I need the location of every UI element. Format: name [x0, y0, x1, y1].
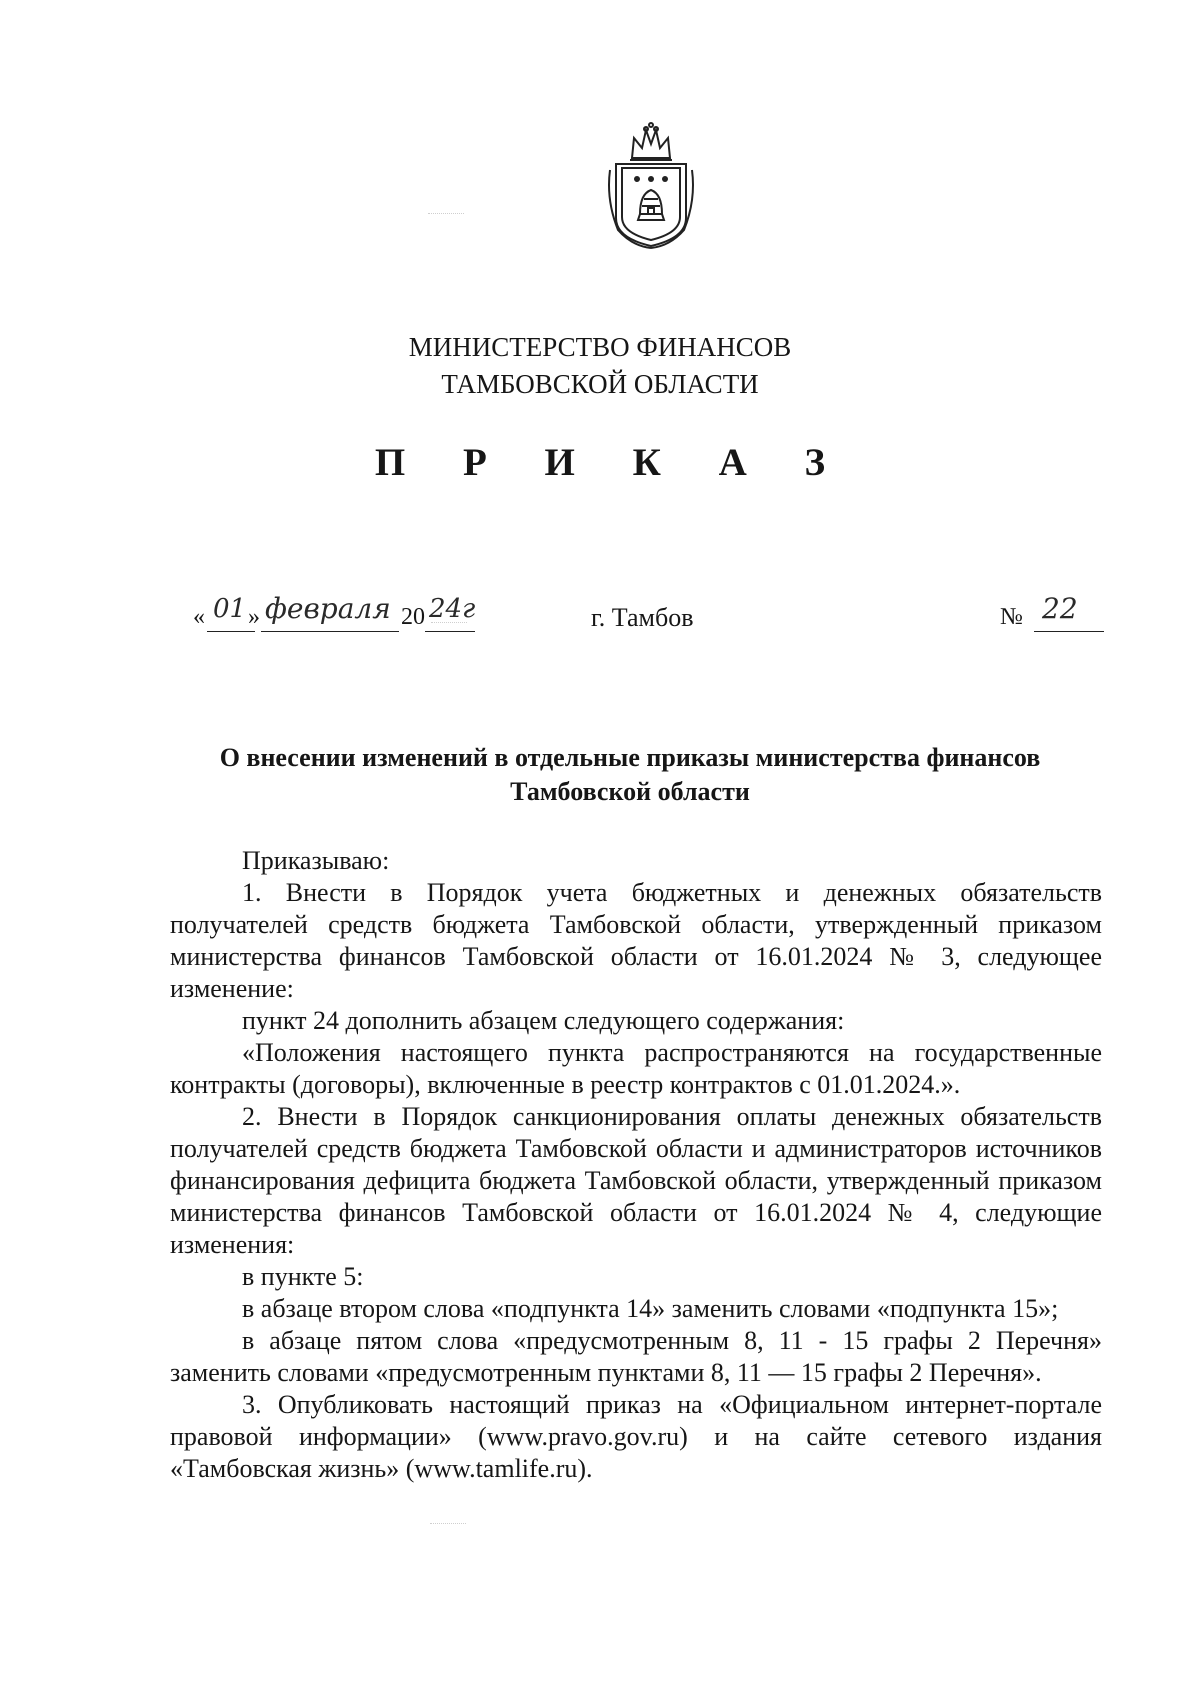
ministry-name-line2: ТАМБОВСКОЙ ОБЛАСТИ: [441, 369, 759, 399]
date-quote-open: «: [193, 604, 205, 630]
date-month-underline: [261, 631, 399, 632]
body-paragraph-item1-instruction: пункт 24 дополнить абзацем следующего содержания:: [242, 1006, 845, 1035]
document-subject-line2: Тамбовской области: [510, 777, 750, 806]
body-paragraph-item2-para5: в абзаце пятом слова «предусмотренным 8, 11 - 15 графы 2 Перечня» заменить словами «предусмотренным пунктами 8, 11 — 15 графы 2 Перечня».: [170, 1326, 1102, 1387]
tambov-coat-of-arms-icon: [602, 120, 700, 250]
body-paragraph-item1: 1. Внести в Порядок учета бюджетных и денежных обязательств получателей средств бюджета Тамбовской области, утвержденный приказом министерства финансов Тамбовской области от 16.01.2024 № 3, следующее изменение:: [170, 878, 1102, 1003]
date-day-handwritten: 01: [213, 594, 247, 624]
number-sign: №: [1000, 604, 1023, 630]
number-underline: [1034, 631, 1104, 632]
document-date: [193, 592, 513, 640]
date-year-handwritten: 24г: [429, 594, 476, 624]
ministry-name-line1: МИНИСТЕРСТВО ФИНАНСОВ: [408, 332, 792, 362]
scan-speck: [428, 213, 464, 220]
date-quote-close: »: [248, 604, 260, 630]
document-subject-line1: О внесении изменений в отдельные приказы министерства финансов: [219, 743, 1041, 772]
scan-speck: [430, 1523, 466, 1530]
body-paragraph-item3: 3. Опубликовать настоящий приказ на «Официальном интернет-портале правовой информации» (www.pravo.gov.ru) и на сайте сетевого издания «Тамбовская жизнь» (www.tamlife.ru).: [170, 1390, 1102, 1483]
body-paragraph-item2: 2. Внести в Порядок санкционирования оплаты денежных обязательств получателей средств бюджета Тамбовской области и администраторов источников финансирования дефицита бюджета Тамбовской области, утвержденный приказом министерства финансов Тамбовской области от 16.01.2024 № 4, следующие изменения:: [170, 1102, 1102, 1259]
date-month-handwritten: февраля: [265, 592, 391, 625]
document-type-title: П Р И К А З: [374, 441, 850, 484]
scan-speck: [431, 622, 467, 629]
date-year-prefix: 20: [401, 604, 425, 630]
document-city: г. Тамбов: [591, 603, 694, 632]
number-handwritten: 22: [1042, 592, 1078, 625]
body-paragraph-item2-point5: в пункте 5:: [242, 1262, 364, 1291]
date-year-underline: [425, 631, 475, 632]
document-body: [170, 845, 1102, 1485]
body-paragraph-item2-para2: в абзаце втором слова «подпункта 14» заменить словами «подпункта 15»;: [242, 1294, 1059, 1323]
body-paragraph-order: Приказываю:: [242, 846, 390, 875]
date-day-underline: [207, 631, 255, 632]
body-paragraph-item1-quote: «Положения настоящего пункта распространяются на государственные контракты (договоры), включенные в реестр контрактов с 01.01.2024.».: [170, 1038, 1102, 1099]
document-number: [1000, 592, 1105, 640]
